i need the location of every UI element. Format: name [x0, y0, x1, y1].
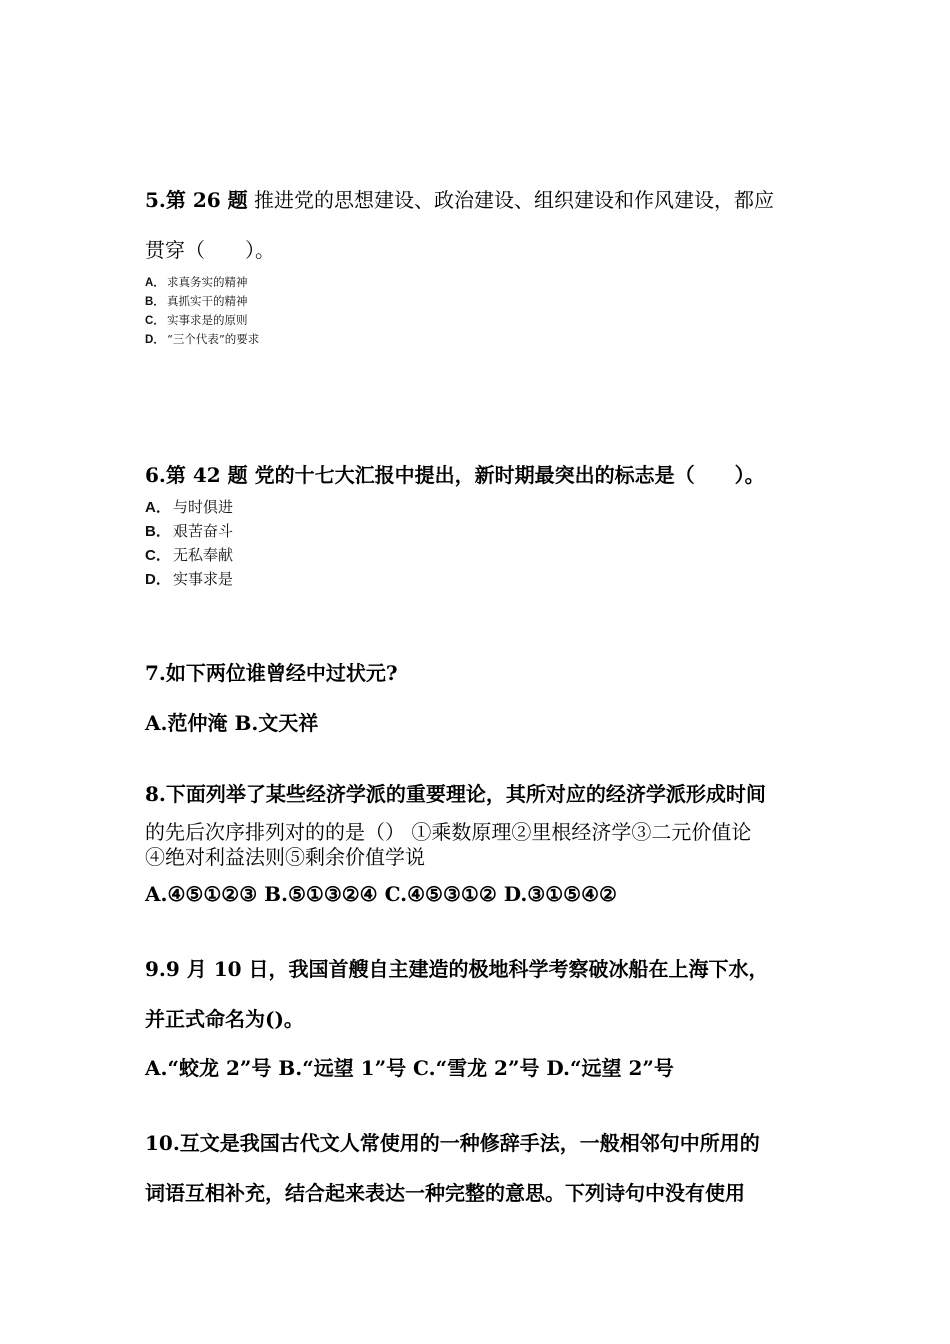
q6-option-b — [145, 524, 233, 539]
option-letter: A． — [145, 277, 165, 289]
q10-stem-line2: 词语互相补充，结合起来表达一种完整的意思。下列诗句中没有使用 — [145, 1181, 745, 1205]
q5-option-d — [145, 334, 259, 347]
option-text: 无私奉献 — [173, 546, 234, 564]
q7-stem: 7.如下两位谁曾经中过状元? — [145, 661, 398, 685]
q5-number: 5.第 26 题 — [145, 188, 248, 212]
option-letter: D． — [145, 334, 165, 346]
option-text: “三个代表”的要求 — [167, 332, 260, 346]
q8-stem-line1: 8.下面列举了某些经济学派的重要理论，其所对应的经济学派形成时间 — [145, 782, 766, 806]
q9-stem-line2: 并正式命名为()。 — [145, 1007, 304, 1031]
option-text: 求真务实的精神 — [167, 275, 248, 289]
q9-stem-line1: 9.9 月 10 日，我国首艘自主建造的极地科学考察破冰船在上海下水， — [145, 957, 769, 981]
q7-options: A.范仲淹 B.文天祥 — [145, 711, 319, 735]
q5-stem-text: 推进党的思想建设、政治建设、组织建设和作风建设，都应 — [247, 188, 774, 212]
q6-option-c — [145, 548, 233, 563]
option-text: 艰苦奋斗 — [173, 522, 234, 540]
q6-stem: 6.第 42 题 党的十七大汇报中提出，新时期最突出的标志是（ ）。 — [145, 463, 765, 487]
option-letter: B． — [145, 523, 171, 540]
q8-stem-line3: ④绝对利益法则⑤剩余价值学说 — [145, 845, 425, 869]
option-letter: B． — [145, 296, 165, 308]
q6-option-d — [145, 572, 233, 587]
option-text: 真抓实干的精神 — [167, 294, 248, 308]
q9-options: A.“蛟龙 2”号 B.“远望 1”号 C.“雪龙 2”号 D.“远望 2”号 — [145, 1056, 674, 1080]
option-letter: C． — [145, 315, 165, 327]
q8-options: A.④⑤①②③ B.⑤①③②④ C.④⑤③①② D.③①⑤④② — [145, 882, 617, 906]
q5-option-c — [145, 315, 248, 328]
option-text: 实事求是的原则 — [167, 313, 248, 327]
q5-option-a — [145, 277, 248, 290]
option-text: 实事求是 — [173, 570, 234, 588]
q5-stem-line1 — [145, 190, 774, 210]
q8-stem-line2: 的先后次序排列对的的是（） ①乘数原理②里根经济学③二元价值论 — [145, 820, 752, 844]
option-letter: D． — [145, 571, 171, 588]
option-letter: C． — [145, 547, 171, 564]
q6-option-a — [145, 500, 233, 515]
option-letter: A． — [145, 499, 171, 516]
q5-stem-line2: 贯穿（ ）。 — [145, 238, 275, 262]
q5-option-b — [145, 296, 248, 309]
q10-stem-line1: 10.互文是我国古代文人常使用的一种修辞手法，一般相邻句中所用的 — [145, 1131, 760, 1155]
option-text: 与时俱进 — [173, 498, 234, 516]
